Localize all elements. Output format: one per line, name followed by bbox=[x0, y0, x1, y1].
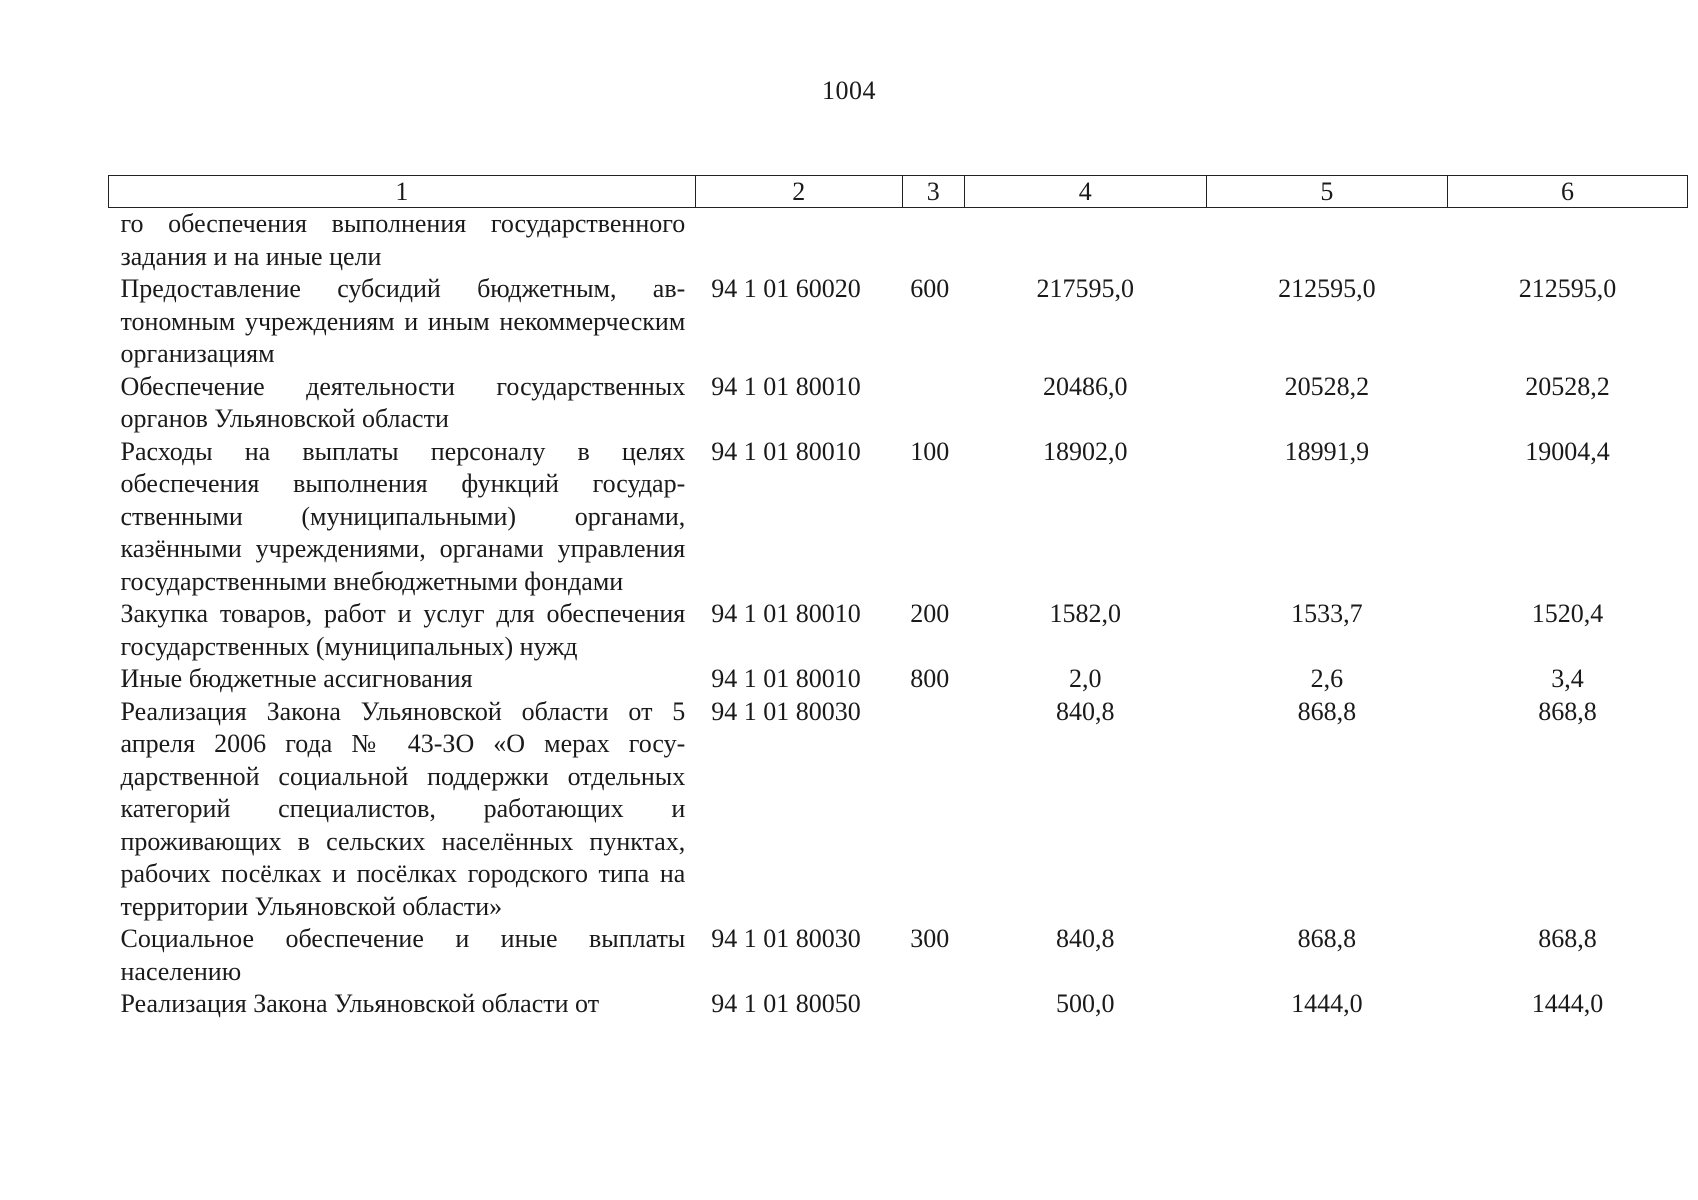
header-col-6: 6 bbox=[1447, 176, 1687, 208]
row-value-col6: 1520,4 bbox=[1531, 599, 1604, 628]
header-col-1: 1 bbox=[109, 176, 696, 208]
table-row bbox=[109, 696, 1688, 924]
table-row bbox=[109, 663, 1688, 696]
row-type: 300 bbox=[910, 924, 950, 953]
row-description: Обеспечение деятельности государственных органов Ульяновской области bbox=[120, 371, 686, 433]
row-value-col4: 500,0 bbox=[1055, 989, 1115, 1018]
table-row bbox=[109, 923, 1688, 988]
row-value-col5: 18991,9 bbox=[1284, 436, 1370, 466]
row-description: Реализация Закона Ульяновской области от 5 апреля 2006 года № 43-ЗО «О мерах государственной социальной поддержки отдельных категорий специалистов, работающих и проживающих в сельских населённых пунктах, рабочих посёлках и посёлках городского типа на территории Ульяновской области» bbox=[120, 696, 686, 921]
row-value-col4: 18902,0 bbox=[1042, 436, 1128, 466]
row-description: Социальное обеспечение и иные выплаты населению bbox=[120, 924, 686, 986]
table-row bbox=[109, 988, 1688, 1021]
row-type bbox=[902, 371, 964, 436]
row-value-col4: 217595,0 bbox=[1036, 274, 1134, 303]
row-type bbox=[902, 988, 964, 1021]
row-description: Реализация Закона Ульяновской области от bbox=[120, 989, 600, 1018]
row-description: Предоставление субсидий бюджетным, автономным учреждениям и иным некоммерческим организациям bbox=[120, 274, 686, 368]
table-row bbox=[109, 436, 1688, 599]
row-code: 94 1 01 60020 bbox=[711, 274, 861, 303]
row-value-col4: 840,8 bbox=[1055, 924, 1115, 953]
row-code: 94 1 01 80010 bbox=[711, 664, 861, 693]
table-row bbox=[109, 273, 1688, 371]
row-value-col6: 3,4 bbox=[1551, 664, 1584, 693]
row-value-col5: 20528,2 bbox=[1284, 371, 1370, 401]
row-description: Закупка товаров, работ и услуг для обеспечения государственных (муниципальных) нужд bbox=[120, 599, 686, 661]
row-value-col5: 212595,0 bbox=[1278, 274, 1376, 303]
row-code bbox=[695, 208, 902, 274]
row-type bbox=[902, 696, 964, 924]
header-col-4: 4 bbox=[964, 176, 1206, 208]
row-value-col4: 20486,0 bbox=[1042, 371, 1128, 401]
row-value-col5: 1444,0 bbox=[1291, 989, 1363, 1018]
row-type bbox=[902, 208, 964, 274]
row-code: 94 1 01 80010 bbox=[711, 599, 861, 628]
row-value-col6: 20528,2 bbox=[1525, 371, 1610, 401]
row-value-col5: 868,8 bbox=[1297, 924, 1357, 953]
table-row bbox=[109, 598, 1688, 663]
row-description: Расходы на выплаты персоналу в целях обеспечения выполнения функций государственными (муниципальными) органами, казёнными учреждениями, органами управления государственными внебюджетными фондами bbox=[120, 436, 686, 596]
row-value-col6: 212595,0 bbox=[1518, 274, 1617, 303]
row-code: 94 1 01 80030 bbox=[711, 696, 861, 726]
budget-table bbox=[108, 175, 1688, 1021]
header-row bbox=[109, 176, 1688, 208]
row-type: 100 bbox=[910, 436, 950, 466]
row-value-col4: 840,8 bbox=[1055, 696, 1115, 726]
table-header bbox=[109, 176, 1688, 208]
row-value-col6: 868,8 bbox=[1538, 696, 1597, 726]
row-type: 600 bbox=[910, 274, 950, 303]
header-col-2: 2 bbox=[695, 176, 902, 208]
header-col-5: 5 bbox=[1206, 176, 1447, 208]
row-value-col5: 2,6 bbox=[1310, 664, 1344, 693]
row-code: 94 1 01 80010 bbox=[711, 371, 861, 401]
row-code: 94 1 01 80030 bbox=[711, 924, 861, 953]
page-number: 1004 bbox=[822, 76, 876, 105]
row-value-col6: 19004,4 bbox=[1525, 436, 1610, 466]
row-value-col6: 1444,0 bbox=[1531, 989, 1604, 1018]
row-value-col5 bbox=[1206, 208, 1447, 274]
row-value-col5: 868,8 bbox=[1297, 696, 1357, 726]
row-code: 94 1 01 80010 bbox=[711, 436, 861, 466]
row-type: 200 bbox=[910, 599, 950, 628]
row-type: 800 bbox=[910, 664, 950, 693]
row-value-col5: 1533,7 bbox=[1291, 599, 1363, 628]
table-row bbox=[109, 371, 1688, 436]
row-value-col4: 2,0 bbox=[1068, 664, 1102, 693]
row-value-col4: 1582,0 bbox=[1049, 599, 1121, 628]
row-code: 94 1 01 80050 bbox=[711, 989, 861, 1018]
row-value-col6: 868,8 bbox=[1538, 924, 1597, 953]
table-body bbox=[109, 208, 1688, 1021]
header-col-3: 3 bbox=[902, 176, 964, 208]
table-row bbox=[109, 208, 1688, 274]
row-value-col6 bbox=[1447, 208, 1687, 274]
row-value-col4 bbox=[964, 208, 1206, 274]
row-description: го обеспечения выполнения государственного задания и на иные цели bbox=[120, 209, 686, 271]
row-description: Иные бюджетные ассигнования bbox=[120, 664, 473, 693]
